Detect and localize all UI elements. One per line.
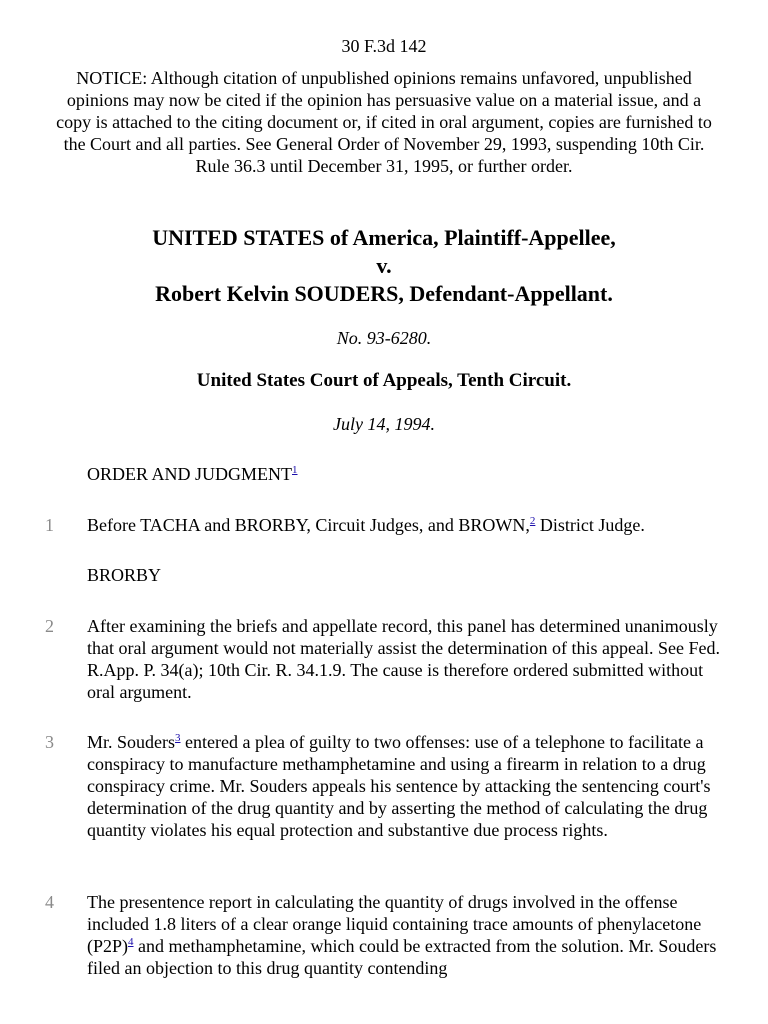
- unpublished-opinion-notice: NOTICE: Although citation of unpublished opinions remains unfavored, unpublished opinions may now be cited if the opinion has persuasive value on a material issue, and a copy is attached to the citing document or, if cited in oral argument, copies are furnished to the Court and all parties. See General Order of November 29, 1993, suspending 10th Cir. Rule 36.3 until December 31, 1995, or further order.: [56, 68, 712, 176]
- case-citation: 30 F.3d 142: [341, 36, 427, 56]
- paragraph-text: [87, 891, 727, 979]
- paragraph-number: 1: [45, 515, 54, 535]
- footnote-link-4[interactable]: 4: [128, 936, 134, 948]
- versus-label: v.: [376, 253, 392, 278]
- paragraph-text-start: The presentence report in calculating the quantity of drugs involved in the offense included 1.8 liters of a clear orange liquid containing trace amounts of phenylacetone (P2P): [87, 892, 702, 956]
- opinion-author: BRORBY: [87, 565, 162, 585]
- order-heading: [87, 463, 727, 485]
- paragraph-text-end: and methamphetamine, which could be extracted from the solution. Mr. Souders filed an objection to this drug quantity contending: [87, 936, 717, 978]
- paragraph-text-end: entered a plea of guilty to two offenses: use of a telephone to facilitate a conspiracy to manufacture methamphetamine and using a firearm in relation to a drug conspiracy crime. Mr. Souders appeals his sentence by attacking the sentencing court's determination of the drug quantity and by asserting the method of calculating the drug quantity violates his equal protection and substantive due process rights.: [87, 732, 711, 840]
- paragraph-text-start: Mr. Souders: [87, 732, 176, 752]
- paragraph-number: 4: [45, 892, 54, 912]
- paragraph-text: After examining the briefs and appellate record, this panel has determined unanimously that oral argument would not materially assist the determination of this appeal. See Fed. R.App. P. 34(a); 10th Cir. R. 34.1.9. The cause is therefore ordered submitted without oral argument.: [87, 616, 721, 702]
- order-heading-text: ORDER AND JUDGMENT: [87, 464, 293, 484]
- defendant-party: Robert Kelvin SOUDERS, Defendant-Appellant.: [155, 281, 613, 306]
- plaintiff-party: UNITED STATES of America, Plaintiff-Appellee,: [152, 225, 616, 250]
- panel-text-end: District Judge.: [535, 515, 645, 535]
- court-name: United States Court of Appeals, Tenth Circuit.: [196, 370, 572, 391]
- footnote-link-1[interactable]: 1: [292, 464, 298, 476]
- decision-date: July 14, 1994.: [333, 414, 435, 434]
- footnote-link-3[interactable]: 3: [175, 732, 181, 744]
- paragraph-text: [87, 731, 727, 841]
- docket-number: No. 93-6280.: [336, 328, 432, 348]
- case-caption: [0, 224, 768, 308]
- paragraph-number: 2: [45, 616, 54, 636]
- paragraph-number: 3: [45, 732, 54, 752]
- footnote-link-2[interactable]: 2: [529, 515, 536, 527]
- panel-paragraph: [87, 514, 727, 536]
- panel-text: Before TACHA and BRORBY, Circuit Judges, and BROWN,: [87, 515, 530, 535]
